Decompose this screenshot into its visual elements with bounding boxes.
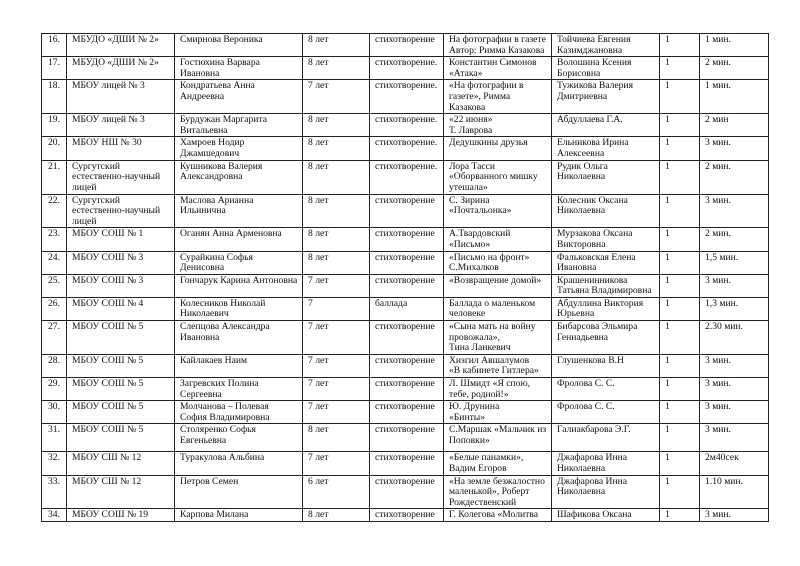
duration-cell: 1 мин.: [700, 80, 769, 114]
genre-cell: стихотворение: [370, 228, 444, 251]
table-row: [42, 34, 769, 57]
row-number-cell: 29.: [42, 378, 67, 401]
row-number-cell: 27.: [42, 321, 67, 355]
work-title-cell: «Письмо на фронт» С.Михалков: [444, 251, 552, 274]
age-cell: 6 лет: [303, 475, 370, 509]
work-title-cell: Баллада о маленьком человеке: [444, 297, 552, 320]
row-number-cell: 32.: [42, 452, 67, 475]
teacher-cell: Фролова С. С.: [552, 378, 660, 401]
table-row: [42, 160, 769, 194]
count-cell: 1: [660, 354, 700, 377]
work-title-cell: С.Маршак «Мальчик из Поповки»: [444, 424, 552, 452]
teacher-cell: Тойчиева Евгения Казимджановна: [552, 34, 660, 57]
school-cell: Сургутский естественно-научный лицей: [67, 194, 175, 228]
genre-cell: стихотворение.: [370, 80, 444, 114]
school-cell: МБОУ СШ № 12: [67, 452, 175, 475]
table-row: [42, 354, 769, 377]
row-number-cell: 16.: [42, 34, 67, 57]
row-number-cell: 31.: [42, 424, 67, 452]
genre-cell: стихотворение: [370, 378, 444, 401]
duration-cell: 3 мин.: [700, 194, 769, 228]
age-cell: 8 лет: [303, 251, 370, 274]
teacher-cell: Фальковская Елена Ивановна: [552, 251, 660, 274]
school-cell: МБУДО «ДШИ № 2»: [67, 34, 175, 57]
count-cell: 1: [660, 401, 700, 424]
row-number-cell: 17.: [42, 57, 67, 80]
teacher-cell: Глушенкова В.Н: [552, 354, 660, 377]
age-cell: 7 лет: [303, 80, 370, 114]
school-cell: МБОУ НШ № 30: [67, 137, 175, 160]
teacher-cell: Крашенинникова Татьяна Владимировна: [552, 274, 660, 297]
participant-name-cell: Слепцова Александра Ивановна: [175, 321, 303, 355]
teacher-cell: Колесник Оксана Николаевна: [552, 194, 660, 228]
work-title-cell: Ю. Друнина «Бинты»: [444, 401, 552, 424]
table-row: [42, 401, 769, 424]
teacher-cell: Тужикова Валерия Дмитриевна: [552, 80, 660, 114]
duration-cell: 3 мин.: [700, 274, 769, 297]
teacher-cell: Абдуллаева Г.А.: [552, 114, 660, 137]
teacher-cell: Фролова С. С.: [552, 401, 660, 424]
duration-cell: 3 мин.: [700, 401, 769, 424]
duration-cell: 2 мин: [700, 114, 769, 137]
table-row: [42, 57, 769, 80]
duration-cell: 2м40сек: [700, 452, 769, 475]
count-cell: 1: [660, 452, 700, 475]
participant-name-cell: Гостюхина Варвара Ивановна: [175, 57, 303, 80]
row-number-cell: 22.: [42, 194, 67, 228]
genre-cell: стихотворение: [370, 321, 444, 355]
row-number-cell: 33.: [42, 475, 67, 509]
work-title-cell: Г. Колегова «Молитва: [444, 509, 552, 522]
genre-cell: баллада: [370, 297, 444, 320]
teacher-cell: Ельникова Ирина Алексеевна: [552, 137, 660, 160]
age-cell: 7: [303, 297, 370, 320]
row-number-cell: 18.: [42, 80, 67, 114]
count-cell: 1: [660, 475, 700, 509]
school-cell: МБОУ СОШ № 19: [67, 509, 175, 522]
table-row: [42, 228, 769, 251]
age-cell: 7 лет: [303, 401, 370, 424]
count-cell: 1: [660, 509, 700, 522]
row-number-cell: 25.: [42, 274, 67, 297]
school-cell: МБОУ лицей № 3: [67, 80, 175, 114]
school-cell: МБОУ СОШ № 5: [67, 424, 175, 452]
teacher-cell: Шафикова Оксана: [552, 509, 660, 522]
count-cell: 1: [660, 80, 700, 114]
table-row: [42, 424, 769, 452]
genre-cell: стихотворение: [370, 274, 444, 297]
count-cell: 1: [660, 321, 700, 355]
row-number-cell: 19.: [42, 114, 67, 137]
age-cell: 8 лет: [303, 114, 370, 137]
genre-cell: стихотворение: [370, 251, 444, 274]
work-title-cell: «22 июня» Т. Лаврова: [444, 114, 552, 137]
row-number-cell: 28.: [42, 354, 67, 377]
participant-name-cell: Кушникова Валерия Александровна: [175, 160, 303, 194]
school-cell: МБОУ СОШ № 3: [67, 251, 175, 274]
table-row: [42, 114, 769, 137]
duration-cell: 1,5 мин.: [700, 251, 769, 274]
duration-cell: 2 мин.: [700, 228, 769, 251]
age-cell: 8 лет: [303, 160, 370, 194]
duration-cell: 3 мин.: [700, 509, 769, 522]
age-cell: 8 лет: [303, 57, 370, 80]
age-cell: 7 лет: [303, 378, 370, 401]
genre-cell: стихотворение: [370, 401, 444, 424]
count-cell: 1: [660, 297, 700, 320]
genre-cell: стихотворение.: [370, 137, 444, 160]
work-title-cell: Константин Симонов «Атака»: [444, 57, 552, 80]
row-number-cell: 23.: [42, 228, 67, 251]
age-cell: 8 лет: [303, 34, 370, 57]
genre-cell: стихотворение: [370, 509, 444, 522]
participant-name-cell: Туракулова Альбина: [175, 452, 303, 475]
table-row: [42, 137, 769, 160]
count-cell: 1: [660, 160, 700, 194]
age-cell: 7 лет: [303, 354, 370, 377]
count-cell: 1: [660, 114, 700, 137]
duration-cell: 3 мин.: [700, 424, 769, 452]
table-row: [42, 194, 769, 228]
participant-name-cell: Кондратьева Анна Андреевна: [175, 80, 303, 114]
duration-cell: 2 мин.: [700, 57, 769, 80]
duration-cell: 1.10 мин.: [700, 475, 769, 509]
work-title-cell: А.Твардовский «Письмо»: [444, 228, 552, 251]
participant-name-cell: Сурайкина Софья Денисовна: [175, 251, 303, 274]
school-cell: Сургутский естественно-научный лицей: [67, 160, 175, 194]
genre-cell: стихотворение: [370, 475, 444, 509]
work-title-cell: «Возвращение домой»: [444, 274, 552, 297]
count-cell: 1: [660, 34, 700, 57]
work-title-cell: Л. Шмидт «Я спою, тебе, родной!»: [444, 378, 552, 401]
row-number-cell: 26.: [42, 297, 67, 320]
age-cell: 7 лет: [303, 274, 370, 297]
table-row: [42, 452, 769, 475]
row-number-cell: 34.: [42, 509, 67, 522]
participant-name-cell: Маслова Арианна Ильинична: [175, 194, 303, 228]
work-title-cell: Лора Тасси «Оборванного мишку утешала»: [444, 160, 552, 194]
participant-name-cell: Столяренко Софья Евгеньевна: [175, 424, 303, 452]
participant-name-cell: Кайлакаев Наим: [175, 354, 303, 377]
school-cell: МБОУ СШ № 12: [67, 475, 175, 509]
participant-name-cell: Хамроев Нодир Джамшедович: [175, 137, 303, 160]
age-cell: 7 лет: [303, 321, 370, 355]
duration-cell: 2 мин.: [700, 160, 769, 194]
teacher-cell: Рудик Ольга Николаевна: [552, 160, 660, 194]
duration-cell: 3 мин.: [700, 378, 769, 401]
genre-cell: стихотворение: [370, 194, 444, 228]
genre-cell: стихотворение: [370, 424, 444, 452]
duration-cell: 2.30 мин.: [700, 321, 769, 355]
school-cell: МБОУ СОШ № 5: [67, 378, 175, 401]
teacher-cell: Галиакбарова Э.Г.: [552, 424, 660, 452]
table-row: [42, 475, 769, 509]
teacher-cell: Джафарова Инна Николаевна: [552, 452, 660, 475]
duration-cell: 1 мин.: [700, 34, 769, 57]
school-cell: МБОУ лицей № 3: [67, 114, 175, 137]
count-cell: 1: [660, 228, 700, 251]
count-cell: 1: [660, 137, 700, 160]
work-title-cell: «На фотографии в газете», Римма Казакова: [444, 80, 552, 114]
school-cell: МБУДО «ДШИ № 2»: [67, 57, 175, 80]
age-cell: 8 лет: [303, 424, 370, 452]
row-number-cell: 24.: [42, 251, 67, 274]
age-cell: 7 лет: [303, 452, 370, 475]
genre-cell: стихотворение.: [370, 160, 444, 194]
count-cell: 1: [660, 194, 700, 228]
participant-name-cell: Бурдужан Маргарита Витальевна: [175, 114, 303, 137]
work-title-cell: «На земле безжалостно маленькой», Роберт Рождественский: [444, 475, 552, 509]
genre-cell: стихотворение.: [370, 114, 444, 137]
teacher-cell: Волошина Ксения Борисовна: [552, 57, 660, 80]
participant-name-cell: Оганян Анна Арменовна: [175, 228, 303, 251]
work-title-cell: На фотографии в газете Автор: Римма Казакова: [444, 34, 552, 57]
school-cell: МБОУ СОШ № 3: [67, 274, 175, 297]
count-cell: 1: [660, 274, 700, 297]
genre-cell: стихотворение: [370, 452, 444, 475]
age-cell: 8 лет: [303, 194, 370, 228]
work-title-cell: «Белые панамки», Вадим Егоров: [444, 452, 552, 475]
teacher-cell: Мурзакова Оксана Викторовна: [552, 228, 660, 251]
genre-cell: стихотворение.: [370, 57, 444, 80]
teacher-cell: Абдуллина Виктория Юрьевна: [552, 297, 660, 320]
participant-name-cell: Колесников Николай Николаевич: [175, 297, 303, 320]
participants-table: [41, 33, 769, 522]
work-title-cell: С. Зирина «Почтальонка»: [444, 194, 552, 228]
duration-cell: 1,3 мин.: [700, 297, 769, 320]
participant-name-cell: Загревских Полина Сергеевна: [175, 378, 303, 401]
work-title-cell: «Сына мать на войну провожала», Тина Ланкевич: [444, 321, 552, 355]
table-row: [42, 378, 769, 401]
duration-cell: 3 мин.: [700, 354, 769, 377]
count-cell: 1: [660, 424, 700, 452]
participant-name-cell: Петров Семен: [175, 475, 303, 509]
teacher-cell: Бибарсова Эльмира Геннадьевна: [552, 321, 660, 355]
count-cell: 1: [660, 57, 700, 80]
age-cell: 8 лет: [303, 509, 370, 522]
participant-name-cell: Гончарук Карина Антоновна: [175, 274, 303, 297]
table-row: [42, 251, 769, 274]
age-cell: 8 лет: [303, 137, 370, 160]
school-cell: МБОУ СОШ № 5: [67, 354, 175, 377]
school-cell: МБОУ СОШ № 4: [67, 297, 175, 320]
school-cell: МБОУ СОШ № 5: [67, 321, 175, 355]
table-row: [42, 297, 769, 320]
genre-cell: стихотворение: [370, 34, 444, 57]
participant-name-cell: Молчанова – Полевая София Владимировна: [175, 401, 303, 424]
count-cell: 1: [660, 378, 700, 401]
school-cell: МБОУ СОШ № 1: [67, 228, 175, 251]
genre-cell: стихотворение: [370, 354, 444, 377]
table-row: [42, 321, 769, 355]
table-row: [42, 274, 769, 297]
school-cell: МБОУ СОШ № 5: [67, 401, 175, 424]
count-cell: 1: [660, 251, 700, 274]
age-cell: 8 лет: [303, 228, 370, 251]
participant-name-cell: Смирнова Вероника: [175, 34, 303, 57]
duration-cell: 3 мин.: [700, 137, 769, 160]
participant-name-cell: Карпова Милана: [175, 509, 303, 522]
row-number-cell: 30.: [42, 401, 67, 424]
row-number-cell: 21.: [42, 160, 67, 194]
table-row: [42, 80, 769, 114]
row-number-cell: 20.: [42, 137, 67, 160]
work-title-cell: Дедушкины друзья: [444, 137, 552, 160]
work-title-cell: Хизгил Авшалумов «В кабинете Гитлера»: [444, 354, 552, 377]
teacher-cell: Джафарова Инна Николаевна: [552, 475, 660, 509]
table-row: [42, 509, 769, 522]
